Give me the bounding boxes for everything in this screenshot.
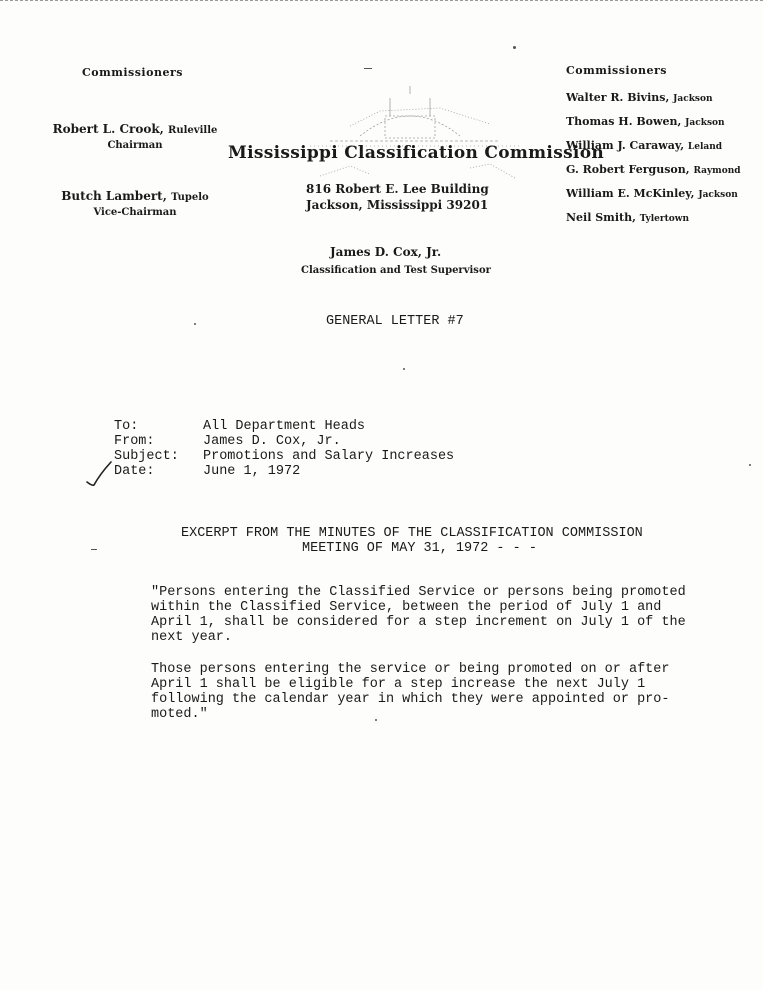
body-paragraph-1: "Persons entering the Classified Service or persons being promoted within the Classified Service, between the period of July 1 and April 1, shall be considered for a step increment on July 1 of the next year.: [151, 585, 686, 645]
org-name: Mississippi Classification Commission: [228, 143, 604, 163]
scan-speck: [364, 68, 372, 69]
memo-label-to: To:: [114, 419, 139, 434]
memo-value-date: June 1, 1972: [203, 464, 301, 479]
commissioner-role: Chairman: [107, 140, 163, 151]
excerpt-heading-line2: MEETING OF MAY 31, 1972 - - -: [302, 541, 537, 556]
commissioner-entry: [566, 134, 741, 158]
commissioner-name: Walter R. Bivins,: [566, 91, 670, 104]
memo-value-from: James D. Cox, Jr.: [203, 434, 341, 449]
commissioner-name: Neil Smith,: [566, 211, 636, 224]
address-line2: Jackson, Mississippi 39201: [306, 198, 489, 212]
commissioner-entry: [566, 158, 741, 182]
commissioner-role: Vice-Chairman: [93, 207, 177, 218]
address-line1: 816 Robert E. Lee Building: [306, 182, 489, 196]
right-commissioners-heading: Commissioners: [566, 64, 667, 77]
page-top-edge: [0, 0, 763, 7]
excerpt-heading-line1: EXCERPT FROM THE MINUTES OF THE CLASSIFICATION COMMISSION: [181, 526, 643, 541]
commissioner-entry: [566, 182, 741, 206]
supervisor-name: James D. Cox, Jr.: [330, 245, 442, 259]
scan-speck: [749, 464, 751, 466]
commissioner-city: Jackson: [685, 118, 725, 128]
commissioner-city: Tylertown: [639, 214, 690, 224]
scan-speck: [91, 549, 97, 550]
memo-label-subject: Subject:: [114, 449, 179, 464]
commissioner-city: Tupelo: [171, 192, 209, 203]
commissioner-chairman: [50, 122, 220, 151]
memo-values: [203, 419, 454, 479]
commissioner-city: Ruleville: [168, 125, 218, 136]
check-mark-icon: [84, 458, 114, 488]
scan-speck: [375, 719, 377, 721]
commissioner-entry: [566, 110, 741, 134]
commissioner-name: G. Robert Ferguson,: [566, 163, 690, 176]
capitol-seal-image: [290, 86, 530, 186]
right-commissioners-list: [566, 86, 741, 230]
commissioner-entry: [566, 206, 741, 230]
memo-labels: [114, 419, 179, 479]
memo-value-subject: Promotions and Salary Increases: [203, 449, 455, 464]
commissioner-city: Jackson: [673, 94, 713, 104]
commissioner-name: Butch Lambert,: [61, 189, 167, 203]
commissioner-entry: [566, 86, 741, 110]
memo-label-date: Date:: [114, 464, 155, 479]
body-paragraph-2: Those persons entering the service or being promoted on or after April 1 shall be eligible for a step increase the next July 1 following the calendar year in which they were appointed or pro- moted.": [151, 662, 670, 722]
scan-speck: [194, 323, 196, 325]
commissioner-vice-chairman: [50, 189, 220, 218]
letter-title: GENERAL LETTER #7: [326, 314, 464, 329]
commissioner-name: William E. McKinley,: [566, 187, 695, 200]
commissioner-name: Robert L. Crook,: [52, 122, 164, 136]
commissioner-name: William J. Caraway,: [566, 139, 685, 152]
commissioner-city: Raymond: [693, 166, 741, 176]
scan-speck: [403, 368, 405, 370]
left-commissioners-heading: Commissioners: [82, 66, 183, 79]
memo-label-from: From:: [114, 434, 155, 449]
scan-speck: [513, 46, 516, 49]
memo-value-to: All Department Heads: [203, 419, 366, 434]
commissioner-city: Jackson: [698, 190, 738, 200]
supervisor-title: Classification and Test Supervisor: [301, 265, 491, 276]
commissioner-city: Leland: [687, 142, 723, 152]
commissioner-name: Thomas H. Bowen,: [566, 115, 682, 128]
